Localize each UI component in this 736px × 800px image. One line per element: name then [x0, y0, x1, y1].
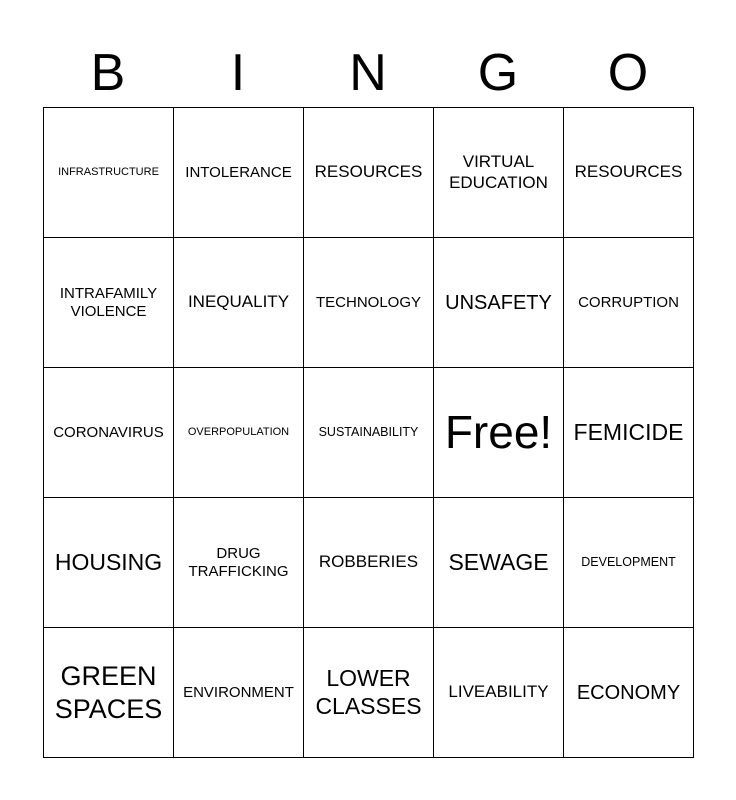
header-letter-g: G	[477, 44, 519, 102]
cell-label: DRUG TRAFFICKING	[188, 544, 289, 580]
bingo-cell[interactable]	[44, 628, 174, 758]
cell-label: VIRTUAL EDUCATION	[449, 152, 548, 192]
bingo-cell[interactable]	[174, 238, 304, 368]
bingo-cell[interactable]	[434, 238, 564, 368]
cell-label: GREEN SPACES	[54, 661, 163, 724]
cell-label: HOUSING	[54, 548, 163, 575]
bingo-cell[interactable]	[174, 108, 304, 238]
bingo-cell[interactable]	[44, 498, 174, 628]
cell-label: INFRASTRUCTURE	[58, 165, 159, 178]
bingo-cell[interactable]	[174, 628, 304, 758]
cell-label: FEMICIDE	[573, 418, 684, 445]
bingo-cell[interactable]	[304, 498, 434, 628]
bingo-cell[interactable]	[304, 238, 434, 368]
cell-label: RESOURCES	[314, 162, 423, 182]
bingo-cell[interactable]	[434, 108, 564, 238]
cell-label: LIVEABILITY	[448, 682, 549, 702]
cell-label: OVERPOPULATION	[187, 425, 290, 438]
header-letter-i: I	[230, 44, 246, 102]
bingo-cell[interactable]	[44, 108, 174, 238]
bingo-cell[interactable]	[174, 498, 304, 628]
cell-label: SEWAGE	[448, 548, 549, 575]
cell-label: CORONAVIRUS	[53, 423, 164, 441]
free-space-cell[interactable]	[434, 368, 564, 498]
bingo-cell[interactable]	[44, 368, 174, 498]
bingo-cell[interactable]	[564, 368, 694, 498]
header-letter-n: N	[349, 44, 387, 102]
free-space-label: Free!	[444, 405, 553, 458]
header-letter-o: O	[607, 44, 649, 102]
bingo-board	[43, 107, 694, 758]
bingo-cell[interactable]	[564, 628, 694, 758]
cell-label: DEVELOPMENT	[581, 555, 676, 569]
cell-label: UNSAFETY	[445, 291, 552, 314]
bingo-cell[interactable]	[564, 238, 694, 368]
cell-label: CORRUPTION	[578, 293, 679, 311]
bingo-cell[interactable]	[174, 368, 304, 498]
cell-label: ECONOMY	[576, 681, 681, 704]
bingo-cell[interactable]	[434, 498, 564, 628]
cell-label: RESOURCES	[574, 162, 683, 182]
cell-label: INTRAFAMILY VIOLENCE	[59, 284, 158, 320]
bingo-cell[interactable]	[434, 628, 564, 758]
cell-label: INTOLERANCE	[185, 163, 292, 181]
bingo-header	[43, 40, 693, 106]
header-letter-b: B	[90, 44, 126, 102]
bingo-cell[interactable]	[304, 628, 434, 758]
cell-label: ENVIRONMENT	[183, 683, 294, 701]
bingo-cell[interactable]	[304, 368, 434, 498]
bingo-cell[interactable]	[564, 108, 694, 238]
cell-label: ROBBERIES	[318, 552, 419, 572]
cell-label: INEQUALITY	[187, 292, 290, 312]
cell-label: LOWER CLASSES	[315, 664, 422, 719]
cell-label: SUSTAINABILITY	[318, 425, 419, 439]
bingo-cell[interactable]	[44, 238, 174, 368]
cell-label: TECHNOLOGY	[315, 293, 421, 311]
bingo-cell[interactable]	[304, 108, 434, 238]
bingo-cell[interactable]	[564, 498, 694, 628]
